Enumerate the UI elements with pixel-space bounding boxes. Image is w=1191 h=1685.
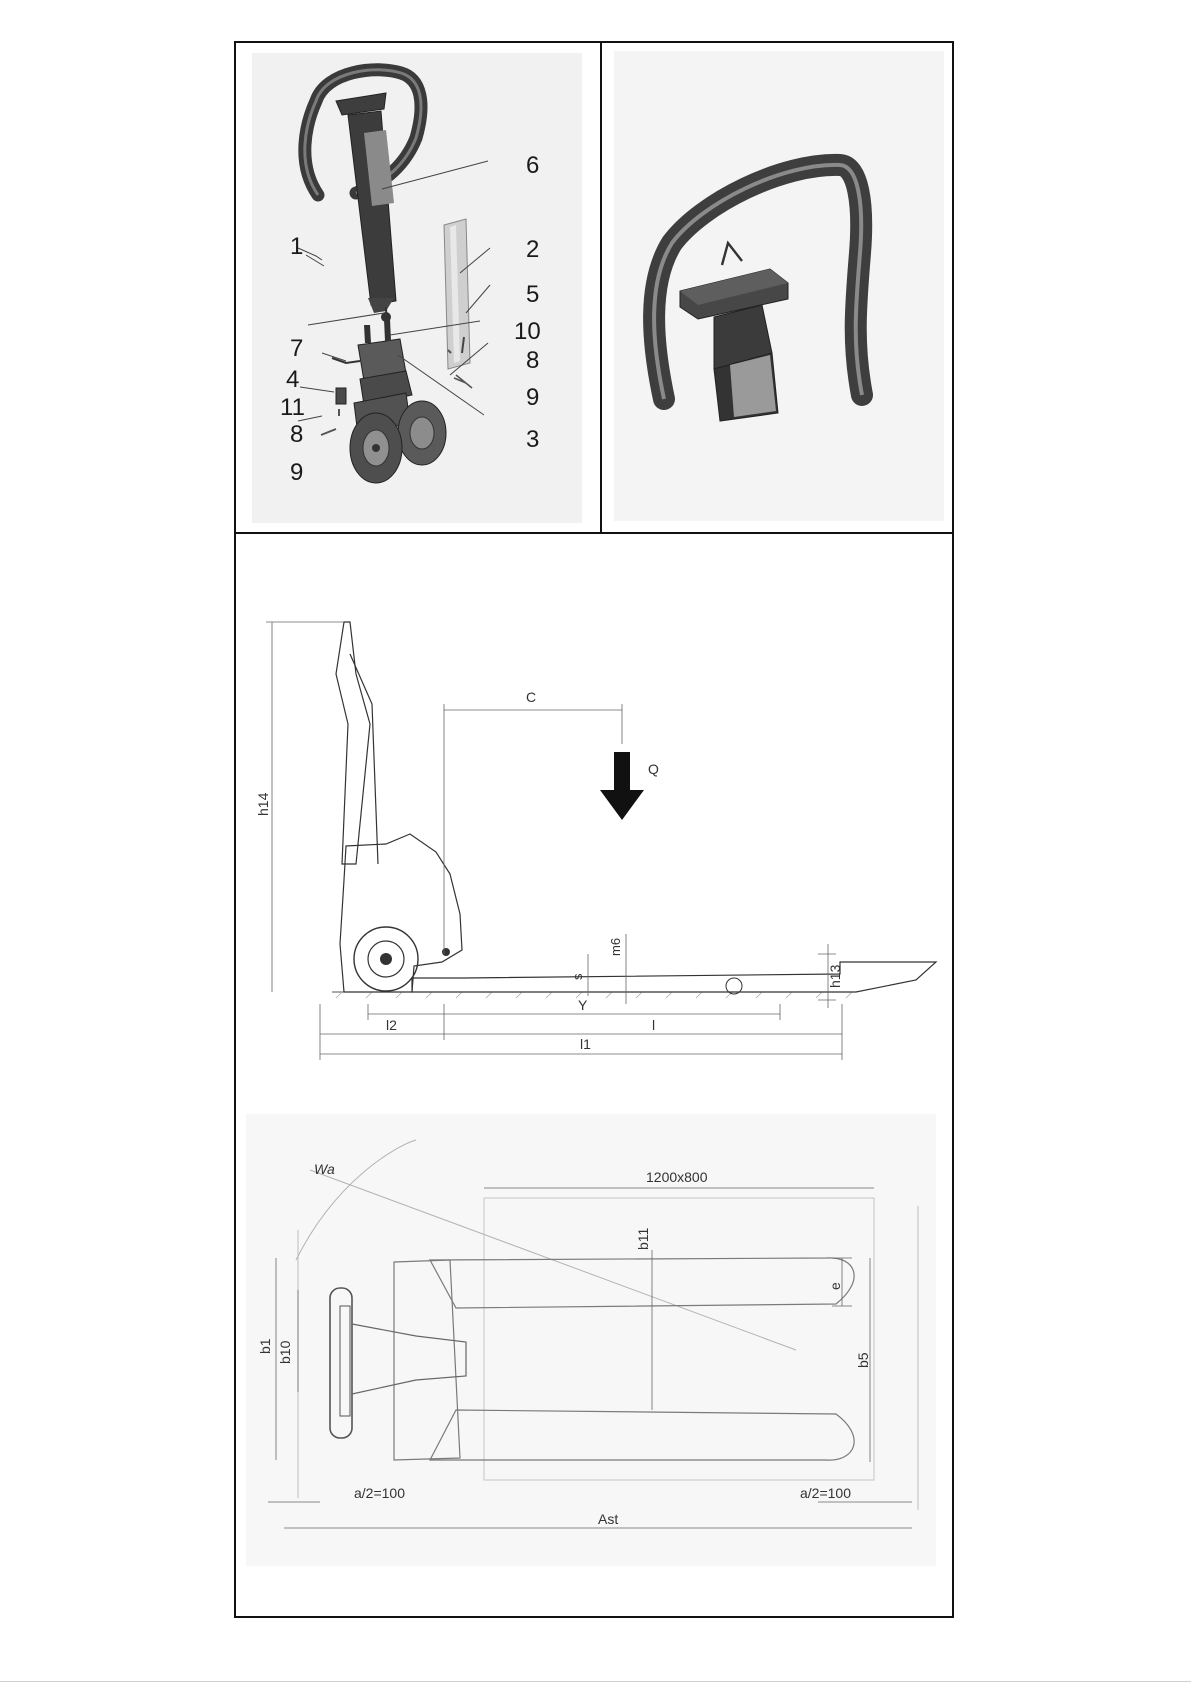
callout-6: 6 — [526, 152, 540, 179]
callout-2: 2 — [526, 236, 540, 263]
callout-9b: 9 — [290, 459, 304, 486]
callout-1: 1 — [290, 233, 304, 260]
label-c: C — [526, 689, 537, 705]
label-b1: b1 — [257, 1338, 273, 1354]
label-y: Y — [578, 997, 588, 1013]
callout-9: 9 — [526, 384, 540, 411]
side-view-diagram — [236, 534, 952, 1074]
label-q: Q — [648, 761, 659, 777]
label-pallet-size: 1200x800 — [646, 1169, 708, 1185]
label-b5: b5 — [855, 1352, 871, 1368]
callout-7: 7 — [290, 335, 304, 362]
label-e: e — [827, 1282, 843, 1290]
callout-10: 10 — [514, 318, 541, 345]
callout-8: 8 — [526, 347, 540, 374]
top-view-diagram — [236, 1110, 952, 1580]
label-l2: l2 — [386, 1017, 397, 1033]
callout-8b: 8 — [290, 421, 304, 448]
label-b10: b10 — [277, 1340, 293, 1364]
label-a2-left: a/2=100 — [354, 1485, 405, 1501]
callout-11: 11 — [280, 394, 305, 421]
label-s: s — [570, 973, 585, 980]
handle-closeup-panel — [602, 43, 952, 532]
label-ast: Ast — [598, 1511, 619, 1527]
label-m6: m6 — [608, 937, 623, 956]
side-fork — [412, 962, 936, 992]
label-wa: Wa — [314, 1161, 335, 1177]
label-l1: l1 — [580, 1036, 591, 1052]
label-b11: b11 — [635, 1227, 651, 1250]
side-handle — [336, 622, 370, 864]
label-a2-right: a/2=100 — [800, 1485, 851, 1501]
label-h14: h14 — [255, 792, 271, 816]
page-bottom-rule — [0, 1681, 1191, 1682]
load-arrow — [600, 752, 644, 820]
label-h13: h13 — [827, 964, 843, 988]
exploded-view-panel — [236, 43, 600, 532]
label-l: l — [652, 1017, 656, 1033]
callout-5: 5 — [526, 281, 540, 308]
callout-3: 3 — [526, 426, 540, 453]
callout-4: 4 — [286, 366, 300, 393]
